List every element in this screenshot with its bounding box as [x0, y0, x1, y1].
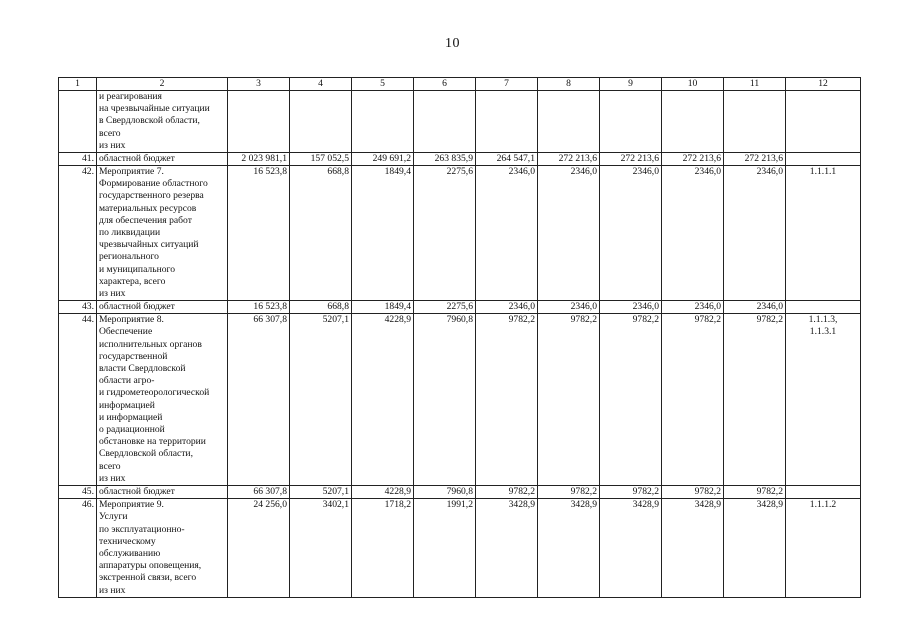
column-header: 5	[352, 78, 414, 91]
row-number: 44.	[59, 314, 97, 486]
row-name-line: обстановке на территории	[99, 436, 206, 448]
row-name-line: Мероприятие 8.	[99, 314, 164, 326]
row-name-line: аппаратуры оповещения,	[99, 560, 202, 572]
value-cell: 2346,0	[538, 301, 600, 314]
row-name-line: обслуживанию	[99, 547, 161, 559]
value-cell: 3428,9	[538, 499, 600, 598]
value-cell: 2275,6	[414, 166, 476, 301]
value-cell	[290, 91, 352, 153]
row-name-line: по эксплуатационно-	[99, 523, 185, 535]
value-cell: 16 523,8	[228, 301, 290, 314]
value-cell: 3402,1	[290, 499, 352, 598]
value-cell: 7960,8	[414, 314, 476, 486]
column-header: 3	[228, 78, 290, 91]
value-cell: 5207,1	[290, 486, 352, 499]
row-number: 46.	[59, 499, 97, 598]
target-reference	[786, 314, 861, 486]
row-number: 41.	[59, 153, 97, 166]
row-number	[59, 91, 97, 153]
value-cell: 7960,8	[414, 486, 476, 499]
row-name-line: в Свердловской области,	[99, 115, 200, 127]
row-name	[97, 486, 228, 499]
table-row	[59, 166, 861, 301]
value-cell: 1849,4	[352, 166, 414, 301]
value-cell: 2346,0	[662, 166, 724, 301]
row-name-line: областной бюджет	[99, 153, 175, 165]
value-cell: 2346,0	[724, 166, 786, 301]
value-cell: 272 213,6	[538, 153, 600, 166]
value-cell	[724, 91, 786, 153]
row-name-line: государственного резерва	[99, 190, 204, 202]
row-name	[97, 314, 228, 486]
row-name-line: для обеспечения работ	[99, 214, 192, 226]
target-reference	[786, 499, 861, 598]
target-reference	[786, 486, 861, 499]
value-cell: 2346,0	[538, 166, 600, 301]
row-name-line: на чрезвычайные ситуации	[99, 103, 210, 115]
value-cell: 2346,0	[600, 166, 662, 301]
row-name-line: информацией	[99, 399, 155, 411]
value-cell: 4228,9	[352, 486, 414, 499]
row-name-line: из них	[99, 584, 126, 596]
value-cell	[662, 91, 724, 153]
value-cell: 9782,2	[724, 486, 786, 499]
row-name-line: и муниципального	[99, 263, 176, 275]
row-name-line: экстренной связи, всего	[99, 572, 197, 584]
row-number: 45.	[59, 486, 97, 499]
row-name	[97, 499, 228, 598]
row-name-line: материальных ресурсов	[99, 202, 197, 214]
row-name-line: исполнительных органов	[99, 338, 202, 350]
row-number: 43.	[59, 301, 97, 314]
row-name-line: всего	[99, 460, 121, 472]
value-cell: 16 523,8	[228, 166, 290, 301]
row-name-line: техническому	[99, 535, 156, 547]
column-header: 7	[476, 78, 538, 91]
value-cell: 9782,2	[476, 486, 538, 499]
table-row	[59, 301, 861, 314]
row-name	[97, 91, 228, 153]
value-cell	[600, 91, 662, 153]
target-reference	[786, 153, 861, 166]
page-number: 10	[445, 36, 460, 51]
row-name-line: Услуги	[99, 511, 128, 523]
value-cell: 3428,9	[600, 499, 662, 598]
target-reference	[786, 301, 861, 314]
value-cell	[228, 91, 290, 153]
row-name-line: регионального	[99, 251, 159, 263]
value-cell: 66 307,8	[228, 314, 290, 486]
column-header: 11	[724, 78, 786, 91]
column-header: 2	[97, 78, 228, 91]
value-cell: 272 213,6	[600, 153, 662, 166]
value-cell: 2 023 981,1	[228, 153, 290, 166]
row-name-line: по ликвидации	[99, 227, 161, 239]
row-name	[97, 301, 228, 314]
target-reference-line: 1.1.1.2	[809, 499, 837, 511]
value-cell: 668,8	[290, 166, 352, 301]
table-row	[59, 153, 861, 166]
row-name-line: из них	[99, 288, 126, 300]
row-name-line: Мероприятие 7.	[99, 166, 164, 178]
column-header: 10	[662, 78, 724, 91]
row-name-line: из них	[99, 139, 126, 151]
header-row	[59, 78, 861, 91]
row-name-line: Формирование областного	[99, 178, 208, 190]
value-cell: 2346,0	[600, 301, 662, 314]
value-cell: 3428,9	[724, 499, 786, 598]
row-name-line: о радиационной	[99, 424, 165, 436]
value-cell: 4228,9	[352, 314, 414, 486]
budget-table	[58, 77, 861, 598]
value-cell: 9782,2	[476, 314, 538, 486]
value-cell: 157 052,5	[290, 153, 352, 166]
value-cell: 9782,2	[538, 314, 600, 486]
column-header: 9	[600, 78, 662, 91]
target-reference-line: 1.1.1.3,	[808, 314, 838, 326]
column-header: 12	[786, 78, 861, 91]
value-cell	[476, 91, 538, 153]
value-cell	[414, 91, 476, 153]
value-cell: 1718,2	[352, 499, 414, 598]
value-cell: 2346,0	[724, 301, 786, 314]
value-cell: 9782,2	[600, 486, 662, 499]
row-name-line: Обеспечение	[99, 326, 153, 338]
row-name-line: Свердловской области,	[99, 448, 193, 460]
row-name-line: и гидрометеорологической	[99, 387, 210, 399]
value-cell: 272 213,6	[662, 153, 724, 166]
value-cell	[352, 91, 414, 153]
row-name-line: и информацией	[99, 411, 163, 423]
row-name-line: Мероприятие 9.	[99, 499, 164, 511]
value-cell: 1991,2	[414, 499, 476, 598]
value-cell: 9782,2	[662, 486, 724, 499]
column-header: 8	[538, 78, 600, 91]
value-cell: 3428,9	[662, 499, 724, 598]
value-cell: 9782,2	[662, 314, 724, 486]
value-cell	[538, 91, 600, 153]
table-row	[59, 486, 861, 499]
table-row	[59, 91, 861, 153]
value-cell: 272 213,6	[724, 153, 786, 166]
row-name	[97, 153, 228, 166]
value-cell: 2346,0	[476, 301, 538, 314]
target-reference	[786, 166, 861, 301]
value-cell: 9782,2	[600, 314, 662, 486]
value-cell: 2346,0	[476, 166, 538, 301]
value-cell: 264 547,1	[476, 153, 538, 166]
target-reference-line: 1.1.3.1	[809, 326, 837, 338]
table-row	[59, 499, 861, 598]
row-name-line: чрезвычайных ситуаций	[99, 239, 199, 251]
value-cell: 1849,4	[352, 301, 414, 314]
column-header: 6	[414, 78, 476, 91]
value-cell: 66 307,8	[228, 486, 290, 499]
row-name	[97, 166, 228, 301]
value-cell: 3428,9	[476, 499, 538, 598]
column-header: 4	[290, 78, 352, 91]
value-cell: 24 256,0	[228, 499, 290, 598]
value-cell: 2275,6	[414, 301, 476, 314]
value-cell: 2346,0	[662, 301, 724, 314]
row-name-line: областной бюджет	[99, 486, 175, 498]
value-cell: 668,8	[290, 301, 352, 314]
row-name-line: области агро-	[99, 375, 155, 387]
value-cell: 249 691,2	[352, 153, 414, 166]
table-body	[59, 91, 861, 598]
row-name-line: всего	[99, 127, 121, 139]
row-name-line: власти Свердловской	[99, 363, 186, 375]
target-reference	[786, 91, 861, 153]
row-name-line: характера, всего	[99, 275, 166, 287]
value-cell: 263 835,9	[414, 153, 476, 166]
row-number: 42.	[59, 166, 97, 301]
row-name-line: государственной	[99, 350, 168, 362]
value-cell: 9782,2	[724, 314, 786, 486]
column-header: 1	[59, 78, 97, 91]
row-name-line: и реагирования	[99, 91, 162, 102]
row-name-line: областной бюджет	[99, 301, 175, 313]
table-row	[59, 314, 861, 486]
value-cell: 5207,1	[290, 314, 352, 486]
value-cell: 9782,2	[538, 486, 600, 499]
row-name-line: из них	[99, 472, 126, 484]
target-reference-line: 1.1.1.1	[809, 166, 837, 178]
